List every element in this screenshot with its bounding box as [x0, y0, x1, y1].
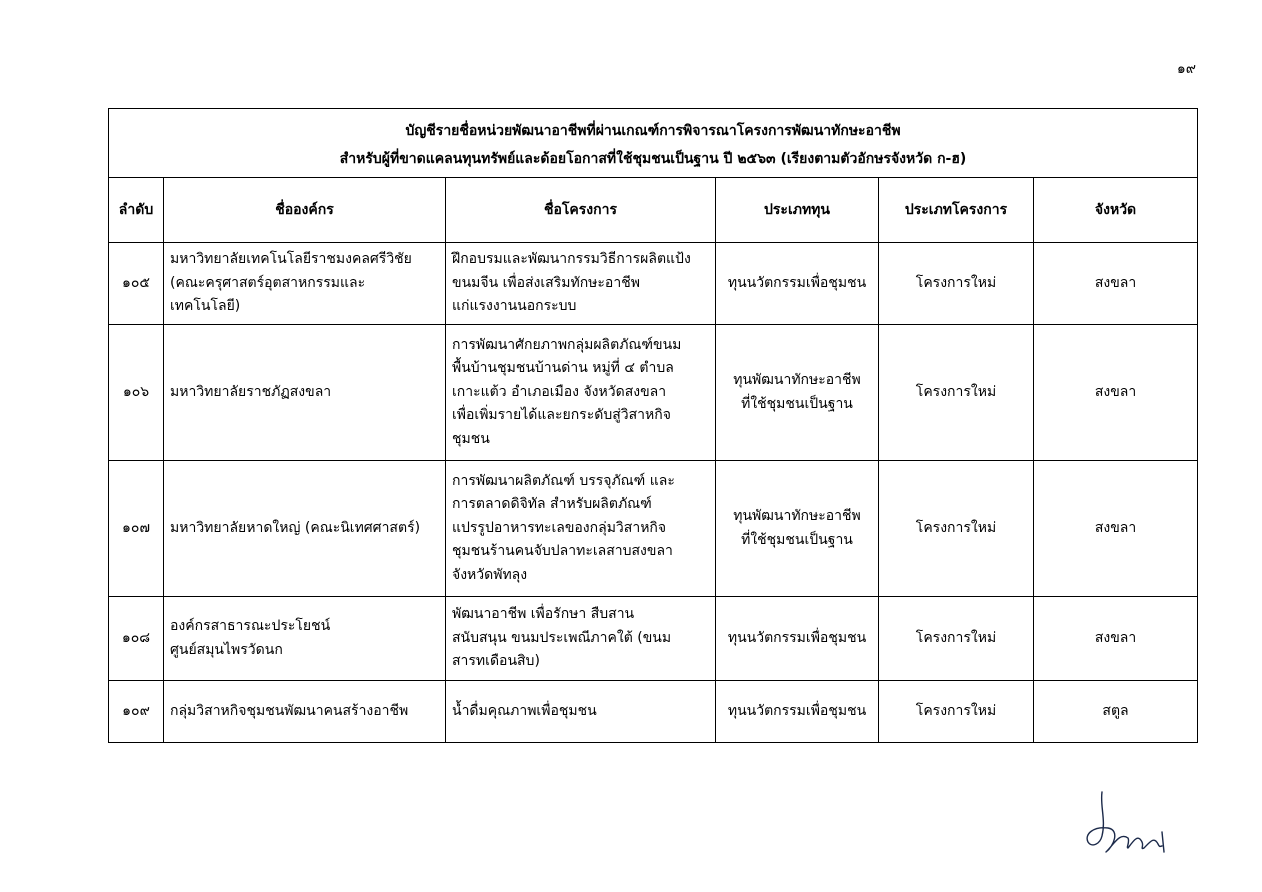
fund-type-cell [716, 325, 879, 461]
fund-type-cell [716, 681, 879, 743]
project-line: ชุมชน [452, 430, 490, 447]
row-number: ๑๐๗ [109, 461, 164, 597]
project-cell [446, 325, 716, 461]
organization-cell [164, 597, 446, 681]
header-fund: ประเภททุน [716, 178, 879, 243]
table-row [109, 325, 1198, 461]
project-line: ชุมชนร้านคนจับปลาทะเลสาบสงขลา [452, 543, 673, 560]
organization-line: กลุ่มวิสาหกิจชุมชนพัฒนาคนสร้างอาชีพ [170, 702, 409, 719]
table-row [109, 243, 1198, 325]
registry-table [108, 108, 1198, 743]
project-line: น้ำดื่มคุณภาพเพื่อชุมชน [452, 702, 597, 719]
project-cell [446, 461, 716, 597]
row-number: ๑๐๘ [109, 597, 164, 681]
organization-line: เทคโนโลยี) [170, 298, 241, 315]
title-line-1: บัญชีรายชื่อหน่วยพัฒนาอาชีพที่ผ่านเกณฑ์การพิจารณาโครงการพัฒนาทักษะอาชีพ [405, 123, 901, 139]
organization-line: ศูนย์สมุนไพรวัดนก [170, 641, 283, 658]
project-cell [446, 243, 716, 325]
table-title [109, 109, 1198, 178]
project-line: พัฒนาอาชีพ เพื่อรักษา สืบสาน [452, 606, 635, 623]
row-number: ๑๐๕ [109, 243, 164, 325]
organization-cell [164, 461, 446, 597]
project-type-cell: โครงการใหม่ [879, 681, 1034, 743]
project-line: จังหวัดพัทลุง [452, 566, 528, 583]
title-row [109, 109, 1198, 178]
project-line: สารทเดือนสิบ) [452, 653, 540, 670]
fund-type-line: ทุนพัฒนาทักษะอาชีพ [733, 372, 861, 388]
project-line: การตลาดดิจิทัล สำหรับผลิตภัณฑ์ [452, 496, 652, 513]
project-line: แปรรูปอาหารทะเลของกลุ่มวิสาหกิจ [452, 519, 667, 536]
province-cell: สงขลา [1034, 461, 1198, 597]
signature-image [1080, 786, 1180, 866]
project-line: เกาะแต้ว อำเภอเมือง จังหวัดสงขลา [452, 383, 667, 400]
project-cell [446, 681, 716, 743]
organization-line: มหาวิทยาลัยเทคโนโลยีราชมงคลศรีวิชัย [170, 251, 412, 268]
title-line-2: สำหรับผู้ที่ขาดแคลนทุนทรัพย์และด้อยโอกาสที่ใช้ชุมชนเป็นฐาน ปี ๒๕๖๓ (เรียงตามตัวอักษรจังหวัด ก-ฮ) [339, 151, 967, 167]
table-body [109, 243, 1198, 743]
fund-type-cell [716, 243, 879, 325]
fund-type-line: ทุนนวัตกรรมเพื่อชุมชน [727, 702, 867, 719]
project-line: การพัฒนาศักยภาพกลุ่มผลิตภัณฑ์ขนม [452, 336, 682, 353]
organization-cell [164, 325, 446, 461]
header-project-type: ประเภทโครงการ [879, 178, 1034, 243]
header-project: ชื่อโครงการ [446, 178, 716, 243]
organization-line: มหาวิทยาลัยราชภัฏสงขลา [170, 383, 332, 400]
fund-type-line: ที่ใช้ชุมชนเป็นฐาน [741, 395, 853, 412]
project-type-cell: โครงการใหม่ [879, 243, 1034, 325]
project-type-cell: โครงการใหม่ [879, 325, 1034, 461]
page-number: ๑๙ [1176, 61, 1196, 77]
row-number: ๑๐๖ [109, 325, 164, 461]
row-number: ๑๐๙ [109, 681, 164, 743]
project-line: พื้นบ้านชุมชนบ้านด่าน หมู่ที่ ๔ ตำบล [452, 360, 674, 377]
table-row [109, 597, 1198, 681]
project-line: สนับสนุน ขนมประเพณีภาคใต้ (ขนม [452, 629, 672, 646]
fund-type-cell [716, 597, 879, 681]
header-province: จังหวัด [1034, 178, 1198, 243]
province-cell: สงขลา [1034, 597, 1198, 681]
table-row [109, 681, 1198, 743]
province-cell: สตูล [1034, 681, 1198, 743]
fund-type-cell [716, 461, 879, 597]
province-cell: สงขลา [1034, 243, 1198, 325]
project-line: การพัฒนาผลิตภัณฑ์ บรรจุภัณฑ์ และ [452, 472, 675, 489]
province-cell: สงขลา [1034, 325, 1198, 461]
fund-type-line: ทุนนวัตกรรมเพื่อชุมชน [727, 629, 867, 646]
organization-line: องค์กรสาธารณะประโยชน์ [170, 618, 331, 634]
header-org: ชื่อองค์กร [164, 178, 446, 243]
project-type-cell: โครงการใหม่ [879, 597, 1034, 681]
project-line: เพื่อเพิ่มรายได้และยกระดับสู่วิสาหกิจ [452, 407, 671, 424]
header-row [109, 178, 1198, 243]
project-line: แก่แรงงานนอกระบบ [452, 298, 577, 315]
project-line: ฝึกอบรมและพัฒนากรรมวิธีการผลิตแป้ง [452, 251, 691, 268]
header-num: ลำดับ [109, 178, 164, 243]
organization-cell [164, 681, 446, 743]
organization-line: มหาวิทยาลัยหาดใหญ่ (คณะนิเทศศาสตร์) [170, 519, 421, 536]
table-row [109, 461, 1198, 597]
fund-type-line: ที่ใช้ชุมชนเป็นฐาน [741, 531, 853, 548]
organization-cell [164, 243, 446, 325]
project-cell [446, 597, 716, 681]
organization-line: (คณะครุศาสตร์อุตสาหกรรมและ [170, 274, 366, 291]
fund-type-line: ทุนพัฒนาทักษะอาชีพ [733, 508, 861, 524]
project-type-cell: โครงการใหม่ [879, 461, 1034, 597]
fund-type-line: ทุนนวัตกรรมเพื่อชุมชน [727, 274, 867, 291]
project-line: ขนมจีน เพื่อส่งเสริมทักษะอาชีพ [452, 274, 640, 291]
